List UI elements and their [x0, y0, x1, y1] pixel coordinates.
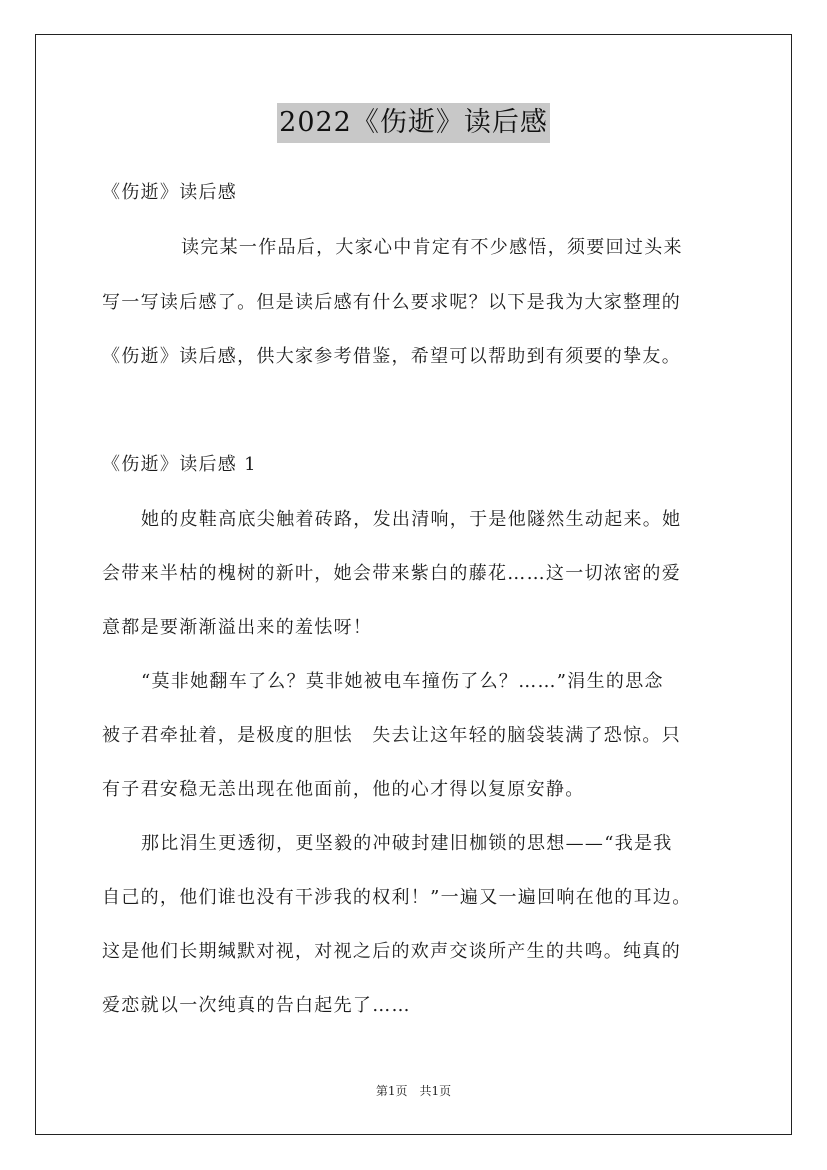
paragraph-line: 爱恋就以一次纯真的告白起先了……	[102, 995, 411, 1016]
page-number: 第1页 共1页	[375, 1084, 452, 1098]
paragraph-line: 她的皮鞋高底尖触着砖路，发出清响，于是他隧然生动起来。她	[141, 509, 682, 530]
document-title: 2022《伤逝》读后感	[277, 103, 550, 143]
document-subtitle: 《伤逝》读后感	[102, 182, 238, 203]
paragraph-line: 有子君安稳无恙出现在他面前，他的心才得以复原安静。	[102, 779, 585, 800]
paragraph-line: 自己的，他们谁也没有干涉我的权利！”一遍又一遍回响在他的耳边。	[102, 887, 692, 908]
paragraph-line: 那比涓生更透彻，更坚毅的冲破封建旧枷锁的思想——“我是我	[141, 833, 673, 854]
intro-line: 写一写读后感了。但是读后感有什么要求呢？以下是我为大家整理的	[102, 292, 681, 313]
intro-line: 读完某一作品后，大家心中肯定有不少感悟，须要回过头来	[181, 237, 683, 258]
paragraph-line: 被子君牵扯着，是极度的胆怯 失去让这年轻的脑袋装满了恐惊。只	[102, 725, 681, 746]
paragraph-line: 意都是要渐渐溢出来的羞怯呀！	[102, 617, 373, 638]
title-container	[0, 103, 827, 143]
paragraph-line: “莫非她翻车了么？莫非她被电车撞伤了么？……”涓生的思念	[141, 671, 664, 692]
paragraph-line: 这是他们长期缄默对视，对视之后的欢声交谈所产生的共鸣。纯真的	[102, 941, 681, 962]
paragraph-line: 会带来半枯的槐树的新叶，她会带来紫白的藤花……这一切浓密的爱	[102, 563, 681, 584]
intro-line: 《伤逝》读后感，供大家参考借鉴，希望可以帮助到有须要的挚友。	[102, 346, 681, 367]
section-heading: 《伤逝》读后感 1	[102, 454, 257, 475]
